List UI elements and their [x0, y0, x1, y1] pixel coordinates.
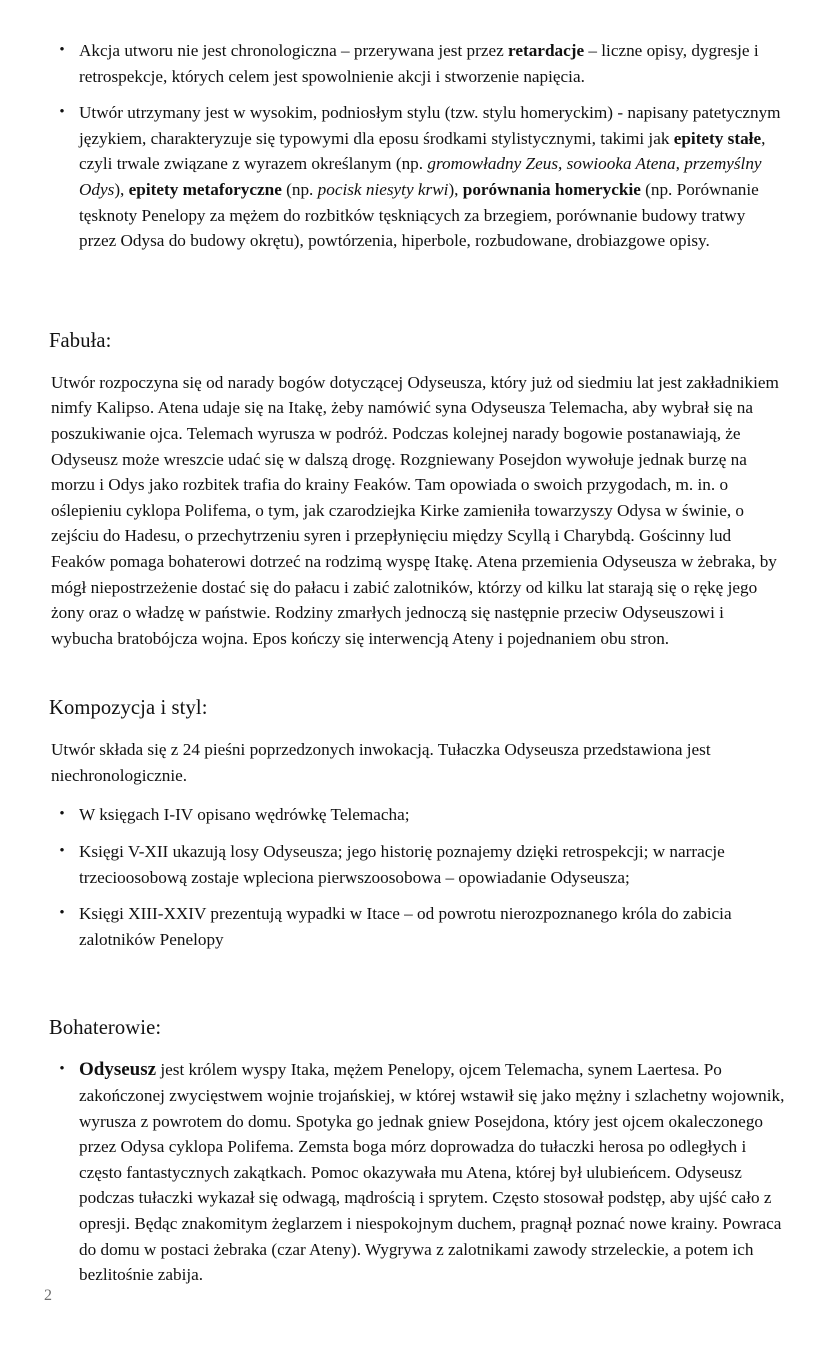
- bullet-icon: •: [59, 104, 65, 121]
- list-item-text: Księgi XIII-XXIV prezentują wypadki w Itace – od powrotu nierozpoznanego króla do zabicia zalotników Penelopy: [79, 904, 732, 949]
- spacer: [49, 354, 785, 370]
- bullet-icon: •: [59, 1061, 65, 1078]
- spacer: [49, 788, 785, 802]
- bullet-icon: •: [59, 905, 65, 922]
- section-paragraph-fabula: Utwór rozpoczyna się od narady bogów dotyczącej Odyseusza, który już od siedmiu lat jest zakładnikiem nimfy Kalipso. Atena udaje się na Itakę, żeby namówić syna Odyseusza Telemacha, aby wybrał się na poszukiwanie ojca. Telemach wyrusza w podróż. Podczas kolejnej narady bogowie postanawiają, że Odyseusz może wreszcie udać się w dalszą drogę. Rozgniewany Posejdon wywołuje jednak burzę na morzu i Odys jako rozbitek trafia do krainy Feaków. Tam opowiada o swoich przygodach, m. in. o oślepieniu cyklopa Polifema, o tym, jak czarodziejka Kirke zamieniła towarzyszy Odysa w świnie, o zejściu do Hadesu, o przechytrzeniu syren i przepłynięciu między Scyllą i Charybdą. Gościnny lud Feaków pomaga bohaterowi dotrzeć na rodzimą wyspę Itakę. Atena przemienia Odyseusza w żebraka, by mógł niepostrzeżenie dostać się do pałacu i zabić zalotników, którzy od kilku lat starają się o rękę jego żony oraz o władzę w państwie. Rodziny zmarłych jednoczą się następnie przeciw Odyseuszowi i wybucha bratobójcza wojna. Epos kończy się interwencją Ateny i pojednaniem obu stron.: [51, 372, 779, 648]
- list-item-text: Odyseusz jest królem wyspy Itaka, mężem Penelopy, ojcem Telemacha, synem Laertesa. Po zakończonej zwycięstwem wojnie trojańskiej, w której wstawił się jako mężny i szlachetny wojownik, wyrusza z powrotem do domu. Spotyka go jednak gniew Posejdona, który jest ojcem okaleczonego przez Odysa cyklopa Polifema. Zemsta boga mórz doprowadza do tułaczki herosa po odległych i często fantastycznych zakątkach. Pomoc okazywała mu Atena, której był ulubieńcem. Odyseusz podczas tułaczki wykazał się odwagą, mądrością i sprytem. Często stosował podstęp, aby ujść cało z opresji. Będąc znakomitym żeglarzem i niespokojnym duchem, pragnął poznać nowe krainy. Powraca do domu w postaci żebraka (czar Ateny). Wygrywa z zalotnikami zawody strzeleckie, a potem ich bezlitośnie zabija.: [79, 1059, 785, 1285]
- list-item: [49, 901, 785, 952]
- bohaterowie-bullet-list: [49, 1057, 785, 1287]
- list-item: [49, 802, 785, 828]
- spacer: [49, 1002, 785, 1015]
- spacer: [49, 1041, 785, 1057]
- bullet-icon: •: [59, 843, 65, 860]
- list-item-text: W księgach I-IV opisano wędrówkę Telemacha;: [79, 805, 410, 825]
- bullet-icon: •: [59, 42, 65, 58]
- spacer: [49, 651, 785, 695]
- section-heading-kompozycja: Kompozycja i styl:: [49, 697, 208, 720]
- list-item: [49, 100, 785, 254]
- section-paragraph-kompozycja: Utwór składa się z 24 pieśni poprzedzonych inwokacją. Tułaczka Odyseusza przedstawiona jest niechronologicznie.: [51, 740, 711, 785]
- section-heading-bohaterowie: Bohaterowie:: [49, 1017, 162, 1040]
- bullet-icon: •: [59, 806, 65, 823]
- page-number: 2: [44, 1287, 52, 1304]
- list-item-text: Akcja utworu nie jest chronologiczna – przerywana jest przez retardacje – liczne opisy, dygresje i retrospekcje, których celem jest spowolnienie akcji i stworzenie napięcia.: [79, 41, 759, 86]
- list-item-text: Utwór utrzymany jest w wysokim, podniosłym stylu (tzw. stylu homeryckim) - napisany patetycznym językiem, charakteryzuje się typowymi dla eposu środkami stylistycznymi, takimi jak epitety stałe, czyli trwale związane z wyrazem określanym (np. gromowładny Zeus, sowiooka Atena, przemyślny Odys), epitety metaforyczne (np. pocisk niesyty krwi), porównania homeryckie (np. Porównanie tęsknoty Penelopy za mężem do rozbitków tęskniących za brzegiem, porównanie budowy tratwy przez Odysa do budowy okrętu), powtórzenia, hiperbole, rozbudowane, drobiazgowe opisy.: [79, 103, 781, 251]
- list-item: [49, 38, 785, 89]
- list-item: [49, 839, 785, 890]
- kompozycja-bullet-list: [49, 802, 785, 952]
- list-item-text: Księgi V-XII ukazują losy Odyseusza; jego historię poznajemy dzięki retrospekcji; w narracje trzecioosobową zostaje wpleciona pierwszoosobowa – opowiadanie Odyseusza;: [79, 842, 725, 887]
- spacer: [49, 952, 785, 1002]
- intro-bullet-list: [49, 38, 785, 254]
- section-heading-fabula: Fabuła:: [49, 329, 112, 352]
- spacer: [49, 721, 785, 737]
- spacer: [49, 304, 785, 328]
- spacer: [49, 254, 785, 304]
- list-item: [49, 1057, 785, 1287]
